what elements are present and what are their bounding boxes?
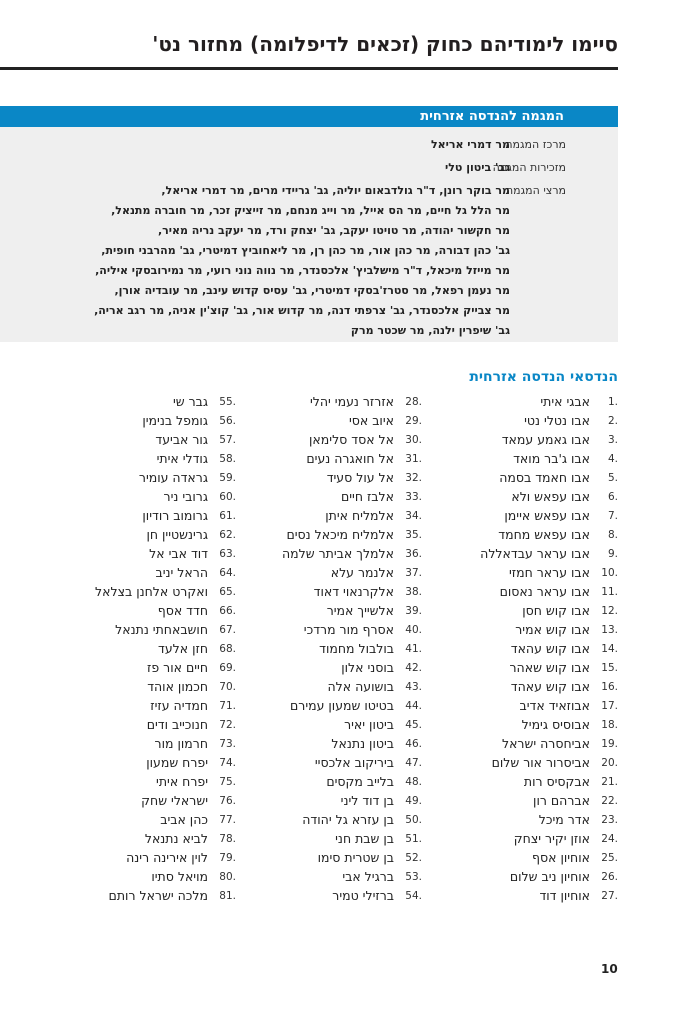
list-item bbox=[36, 392, 236, 411]
list-item bbox=[222, 563, 422, 582]
list-item-number: 28. bbox=[405, 395, 422, 408]
list-item bbox=[222, 449, 422, 468]
list-item bbox=[222, 753, 422, 772]
list-item-name: כהן אביב bbox=[160, 812, 208, 827]
list-item-number: 75. bbox=[219, 775, 236, 788]
page-number: 10 bbox=[601, 962, 618, 976]
list-item bbox=[222, 582, 422, 601]
list-item-number: 76. bbox=[219, 794, 236, 807]
list-item bbox=[36, 810, 236, 829]
graduates-column-2 bbox=[222, 392, 422, 905]
list-item-name: גבר שי bbox=[172, 394, 208, 409]
list-item-number: 45. bbox=[405, 718, 422, 731]
list-item-number: 26. bbox=[601, 870, 618, 883]
list-item bbox=[222, 430, 422, 449]
list-item-name: אבוזאיד אדיב bbox=[519, 698, 590, 713]
list-item-number: 48. bbox=[405, 775, 422, 788]
list-item-name: אלנמר עלא bbox=[330, 565, 394, 580]
list-item-name: בטיטו שמעון עמירם bbox=[289, 698, 394, 713]
list-item bbox=[418, 677, 618, 696]
list-item-name: גודלי איתי bbox=[156, 451, 208, 466]
page-title: סיימו לימודיהם כחוק (זכאים לדיפלומה) מחזור נט' bbox=[152, 32, 618, 56]
coordinator-label: מרכז המגמה bbox=[505, 138, 566, 151]
list-item-name: אוחיון ניב שלום bbox=[509, 869, 590, 884]
coordinator-value: מר דמרי אריאל bbox=[430, 138, 510, 151]
list-item-number: 71. bbox=[219, 699, 236, 712]
list-item bbox=[418, 829, 618, 848]
list-item-number: 9. bbox=[607, 547, 618, 560]
list-item-name: אלמליח איתן bbox=[325, 508, 394, 523]
list-item-name: אבו עראר עבדאללה bbox=[480, 546, 590, 561]
list-item bbox=[418, 506, 618, 525]
list-item-name: אביחסרה ישראל bbox=[501, 736, 590, 751]
presenters-line: גב' כהן דבורה, מר כהן אור, מר כהן רן, מר ליאחוביץ דמיטרי, גב' מהרבני חופית, bbox=[101, 244, 510, 257]
list-item-number: 77. bbox=[219, 813, 236, 826]
list-item-name: אבו עפאש ולא bbox=[511, 489, 590, 504]
list-item-name: חושבאחתי נתנאל bbox=[115, 622, 208, 637]
list-item bbox=[418, 449, 618, 468]
presenters-list bbox=[10, 181, 510, 341]
list-item-name: אבו עפאש איימן bbox=[504, 508, 590, 523]
list-item-name: בלייב מקסים bbox=[326, 774, 394, 789]
list-item-number: 81. bbox=[219, 889, 236, 902]
list-item bbox=[222, 829, 422, 848]
list-item-name: אלקרנאוי דאוד bbox=[313, 584, 394, 599]
list-item-name: אלבז חיים bbox=[340, 489, 394, 504]
list-item-number: 39. bbox=[405, 604, 422, 617]
list-item-name: דוד אבי אל bbox=[149, 546, 208, 561]
list-item-name: אבו קוש אמיר bbox=[515, 622, 590, 637]
list-item-name: ברגיל אבי bbox=[342, 869, 394, 884]
list-item-name: בוסני אלון bbox=[341, 660, 394, 675]
list-item-name: אל אסד סלימאן bbox=[309, 432, 394, 447]
list-item-number: 19. bbox=[601, 737, 618, 750]
list-item bbox=[36, 468, 236, 487]
list-item-number: 35. bbox=[405, 528, 422, 541]
list-item bbox=[222, 772, 422, 791]
list-item-number: 46. bbox=[405, 737, 422, 750]
list-item-number: 15. bbox=[601, 661, 618, 674]
list-item-name: אזרזר נעמי יהלי bbox=[309, 394, 394, 409]
list-item bbox=[418, 582, 618, 601]
list-item-number: 55. bbox=[219, 395, 236, 408]
list-item-number: 10. bbox=[601, 566, 618, 579]
list-item-number: 42. bbox=[405, 661, 422, 674]
list-item-name: גור אביעד bbox=[155, 432, 208, 447]
list-item bbox=[222, 791, 422, 810]
list-item-name: יפרח שמעון bbox=[146, 755, 208, 770]
list-item bbox=[222, 715, 422, 734]
list-item bbox=[418, 791, 618, 810]
list-item bbox=[418, 411, 618, 430]
list-item bbox=[418, 430, 618, 449]
list-item bbox=[36, 848, 236, 867]
list-item-name: מויאל סתיו bbox=[151, 869, 208, 884]
list-item bbox=[36, 696, 236, 715]
list-item-number: 50. bbox=[405, 813, 422, 826]
list-item-number: 30. bbox=[405, 433, 422, 446]
list-item bbox=[36, 563, 236, 582]
list-item bbox=[418, 867, 618, 886]
list-item bbox=[418, 563, 618, 582]
list-item bbox=[418, 639, 618, 658]
list-item-number: 67. bbox=[219, 623, 236, 636]
list-item-name: בושועה אלה bbox=[327, 679, 394, 694]
section-title: הנדסאי הנדסה אזרחית bbox=[469, 369, 618, 385]
list-item-name: חיים אור פז bbox=[147, 660, 208, 675]
list-item bbox=[36, 658, 236, 677]
list-item-number: 31. bbox=[405, 452, 422, 465]
list-item-number: 34. bbox=[405, 509, 422, 522]
presenters-line: מר מייזל מיכאל, ד"ר מישלביץ' אלכסנדר, מר נווה נוני רועי, מר נמירובסקי איליה, bbox=[95, 264, 510, 277]
list-item-number: 72. bbox=[219, 718, 236, 731]
list-item bbox=[222, 468, 422, 487]
list-item-number: 33. bbox=[405, 490, 422, 503]
list-item bbox=[36, 734, 236, 753]
list-item-number: 58. bbox=[219, 452, 236, 465]
presenters-line: גב' שיפרין ילנה, מר שכטר מרק bbox=[350, 324, 510, 337]
list-item-number: 36. bbox=[405, 547, 422, 560]
list-item-number: 23. bbox=[601, 813, 618, 826]
panel-header: המגמה להנדסה אזרחית bbox=[0, 106, 618, 127]
list-item bbox=[222, 544, 422, 563]
list-item-number: 65. bbox=[219, 585, 236, 598]
list-item-name: אבגי איתי bbox=[540, 394, 590, 409]
list-item bbox=[36, 506, 236, 525]
list-item bbox=[36, 544, 236, 563]
list-item bbox=[418, 772, 618, 791]
list-item-name: בן דוד ליני bbox=[340, 793, 394, 808]
list-item-name: חנוכייב ודים bbox=[146, 717, 208, 732]
list-item-name: אביסרור אור שלום bbox=[491, 755, 590, 770]
list-item-name: גראדה עומיר bbox=[138, 470, 208, 485]
list-item-name: אלמליח מיכאל נסים bbox=[286, 527, 394, 542]
list-item-name: חמדיה עזיז bbox=[150, 698, 208, 713]
list-item-number: 37. bbox=[405, 566, 422, 579]
list-item-name: אבו עפאש מחמד bbox=[498, 527, 590, 542]
list-item bbox=[222, 506, 422, 525]
list-item bbox=[418, 734, 618, 753]
list-item-number: 12. bbox=[601, 604, 618, 617]
list-item bbox=[418, 848, 618, 867]
list-item-number: 8. bbox=[607, 528, 618, 541]
list-item-number: 7. bbox=[607, 509, 618, 522]
title-divider bbox=[0, 67, 618, 70]
list-item-name: יפרח איתי bbox=[156, 774, 208, 789]
list-item bbox=[36, 525, 236, 544]
list-item-name: לוין אירינה רינה bbox=[126, 850, 208, 865]
list-item-number: 24. bbox=[601, 832, 618, 845]
list-item-number: 13. bbox=[601, 623, 618, 636]
list-item bbox=[222, 411, 422, 430]
list-item-name: ואקרט אלחנן בצלאל bbox=[95, 584, 208, 599]
list-item-name: חזן אלעד bbox=[158, 641, 208, 656]
list-item-name: בולבול מחמוד bbox=[319, 641, 394, 656]
list-item bbox=[36, 582, 236, 601]
list-item-number: 53. bbox=[405, 870, 422, 883]
list-item bbox=[36, 677, 236, 696]
list-item bbox=[36, 449, 236, 468]
list-item-number: 4. bbox=[607, 452, 618, 465]
list-item-number: 79. bbox=[219, 851, 236, 864]
list-item-number: 27. bbox=[601, 889, 618, 902]
list-item-number: 62. bbox=[219, 528, 236, 541]
list-item bbox=[418, 715, 618, 734]
list-item bbox=[222, 658, 422, 677]
list-item-name: אבו עראר נאסום bbox=[499, 584, 590, 599]
list-item-name: אבו קוש עהאד bbox=[510, 641, 590, 656]
list-item-name: אל עול סעיד bbox=[326, 470, 394, 485]
list-item bbox=[222, 810, 422, 829]
list-item-number: 40. bbox=[405, 623, 422, 636]
secretary-label: מזכירות המגמה bbox=[492, 161, 566, 174]
list-item bbox=[36, 753, 236, 772]
list-item-number: 16. bbox=[601, 680, 618, 693]
list-item-number: 68. bbox=[219, 642, 236, 655]
list-item-name: אבו קוש שאהר bbox=[509, 660, 590, 675]
list-item-number: 78. bbox=[219, 832, 236, 845]
list-item-number: 74. bbox=[219, 756, 236, 769]
list-item-name: ביטון יאיר bbox=[344, 717, 394, 732]
list-item-name: אבו נטלי נטי bbox=[524, 413, 590, 428]
list-item bbox=[222, 677, 422, 696]
list-item bbox=[222, 867, 422, 886]
list-item-number: 59. bbox=[219, 471, 236, 484]
list-item-name: גרומוב רודיון bbox=[142, 508, 208, 523]
list-item-name: אבו עראר חמזי bbox=[508, 565, 590, 580]
list-item-name: אוחיון אסף bbox=[532, 850, 590, 865]
list-item-name: אל חואגרה נעים bbox=[306, 451, 394, 466]
list-item-name: אבו ג'בר מואד bbox=[513, 451, 590, 466]
presenters-line: מר חקשור יהודה, מר טויטו יעקב, גב' יצחק ורד, מר יעקב נריה מאיר, bbox=[157, 224, 510, 237]
list-item-number: 43. bbox=[405, 680, 422, 693]
list-item bbox=[36, 601, 236, 620]
list-item-number: 49. bbox=[405, 794, 422, 807]
list-item-number: 63. bbox=[219, 547, 236, 560]
list-item bbox=[418, 392, 618, 411]
presenters-line: מר הלל גל חיים, מר הס אייל, מר וייג מנחם, מר זייציק זכר, מר חוברה מתנאל, bbox=[111, 204, 510, 217]
list-item-number: 11. bbox=[601, 585, 618, 598]
list-item bbox=[36, 411, 236, 430]
list-item-number: 1. bbox=[607, 395, 618, 408]
list-item-name: מלכה ישראל רותם bbox=[108, 888, 208, 903]
list-item-name: לביא נתנאל bbox=[144, 831, 208, 846]
list-item-name: אבו חאמד בסמה bbox=[499, 470, 590, 485]
list-item-number: 54. bbox=[405, 889, 422, 902]
list-item bbox=[36, 791, 236, 810]
list-item-number: 51. bbox=[405, 832, 422, 845]
list-item bbox=[418, 468, 618, 487]
list-item-name: אבו קוש חסן bbox=[522, 603, 590, 618]
list-item-name: אדר מיכל bbox=[538, 812, 590, 827]
list-item bbox=[222, 886, 422, 905]
list-item-number: 6. bbox=[607, 490, 618, 503]
list-item-number: 64. bbox=[219, 566, 236, 579]
list-item bbox=[418, 810, 618, 829]
faculty-panel bbox=[0, 106, 618, 342]
list-item-number: 70. bbox=[219, 680, 236, 693]
list-item bbox=[222, 392, 422, 411]
presenters-label: מרצי המגמה bbox=[505, 184, 566, 197]
list-item-number: 25. bbox=[601, 851, 618, 864]
list-item-number: 18. bbox=[601, 718, 618, 731]
list-item-name: בן שטרית סימו bbox=[317, 850, 394, 865]
list-item bbox=[418, 620, 618, 639]
graduates-column-1 bbox=[418, 392, 618, 905]
list-item-number: 52. bbox=[405, 851, 422, 864]
list-item bbox=[222, 848, 422, 867]
list-item-name: ביטון נתנאל bbox=[331, 736, 394, 751]
list-item-number: 56. bbox=[219, 414, 236, 427]
list-item-number: 17. bbox=[601, 699, 618, 712]
list-item bbox=[222, 734, 422, 753]
list-item-name: ישראלי שחק bbox=[141, 793, 208, 808]
list-item bbox=[36, 772, 236, 791]
list-item-name: אלמלך אביתר שלמה bbox=[282, 546, 394, 561]
presenters-line: מר נעמן רפאל, מר סטרז'בסקי דמיטרי, גב' עסיס קדוש עינב, מר עובדיה אורן, bbox=[114, 284, 510, 297]
list-item-name: איוב אסי bbox=[348, 413, 394, 428]
list-item-number: 29. bbox=[405, 414, 422, 427]
graduates-column-3 bbox=[36, 392, 236, 905]
list-item bbox=[222, 620, 422, 639]
list-item-number: 41. bbox=[405, 642, 422, 655]
list-item-number: 80. bbox=[219, 870, 236, 883]
list-item-name: חרמון מור bbox=[154, 736, 208, 751]
list-item bbox=[418, 525, 618, 544]
list-item-name: אסרף מור מרדכי bbox=[303, 622, 394, 637]
list-item-number: 61. bbox=[219, 509, 236, 522]
list-item-name: אוחיון דוד bbox=[539, 888, 590, 903]
list-item bbox=[36, 620, 236, 639]
list-item-name: בן עזרא גל יהודה bbox=[302, 812, 394, 827]
list-item bbox=[36, 639, 236, 658]
list-item-number: 38. bbox=[405, 585, 422, 598]
presenters-line: מר צבייק אלכסנדר, גב' צרפתי דנה, מר קדוש אור, גב' קוצ'ין אניה, מר רגב אריה, bbox=[94, 304, 510, 317]
list-item bbox=[36, 867, 236, 886]
list-item bbox=[222, 639, 422, 658]
list-item bbox=[36, 487, 236, 506]
list-item-name: גרובי ניר bbox=[163, 489, 208, 504]
list-item-number: 20. bbox=[601, 756, 618, 769]
list-item-name: ביריקוב אלכסיי bbox=[314, 755, 394, 770]
list-item-name: ברזילי טמיר bbox=[332, 888, 394, 903]
list-item-name: חדד אסף bbox=[157, 603, 208, 618]
list-item bbox=[36, 430, 236, 449]
list-item bbox=[222, 525, 422, 544]
list-item bbox=[36, 829, 236, 848]
secretary-value: גב' ביטון טלי bbox=[445, 161, 510, 174]
list-item-name: גומפל בנימין bbox=[142, 413, 208, 428]
list-item-number: 2. bbox=[607, 414, 618, 427]
presenters-line: מר בוקר רונן, ד"ר גולדבאום יוליה, גב' גריידי מרים, מר דמרי אריאל, bbox=[161, 184, 510, 197]
list-item bbox=[36, 886, 236, 905]
list-item-name: הראל יניב bbox=[155, 565, 208, 580]
list-item-number: 3. bbox=[607, 433, 618, 446]
list-item-name: גרינשטיין חן bbox=[146, 527, 208, 542]
list-item-number: 14. bbox=[601, 642, 618, 655]
list-item-number: 22. bbox=[601, 794, 618, 807]
list-item-name: אלשייך אמיר bbox=[326, 603, 394, 618]
list-item-name: חכמון אוהד bbox=[147, 679, 208, 694]
list-item-name: אבקסיס רות bbox=[523, 774, 590, 789]
list-item bbox=[418, 696, 618, 715]
list-item bbox=[418, 487, 618, 506]
list-item bbox=[222, 696, 422, 715]
list-item bbox=[418, 601, 618, 620]
list-item-number: 66. bbox=[219, 604, 236, 617]
list-item bbox=[222, 487, 422, 506]
list-item-number: 32. bbox=[405, 471, 422, 484]
list-item bbox=[418, 886, 618, 905]
list-item-number: 5. bbox=[607, 471, 618, 484]
list-item-name: אברהם רון bbox=[533, 793, 590, 808]
list-item-number: 47. bbox=[405, 756, 422, 769]
list-item-number: 21. bbox=[601, 775, 618, 788]
list-item bbox=[418, 544, 618, 563]
list-item-name: אבו גאמע עמאד bbox=[501, 432, 590, 447]
list-item bbox=[418, 753, 618, 772]
list-item bbox=[36, 715, 236, 734]
list-item-name: אוזן יקיר יצחק bbox=[513, 831, 590, 846]
list-item bbox=[222, 601, 422, 620]
list-item-name: אבוסיס גימיל bbox=[521, 717, 590, 732]
list-item bbox=[418, 658, 618, 677]
list-item-number: 57. bbox=[219, 433, 236, 446]
list-item-name: בן שבת חני bbox=[335, 831, 394, 846]
list-item-name: אבו קוש עאהד bbox=[510, 679, 590, 694]
list-item-number: 73. bbox=[219, 737, 236, 750]
list-item-number: 60. bbox=[219, 490, 236, 503]
list-item-number: 69. bbox=[219, 661, 236, 674]
list-item-number: 44. bbox=[405, 699, 422, 712]
